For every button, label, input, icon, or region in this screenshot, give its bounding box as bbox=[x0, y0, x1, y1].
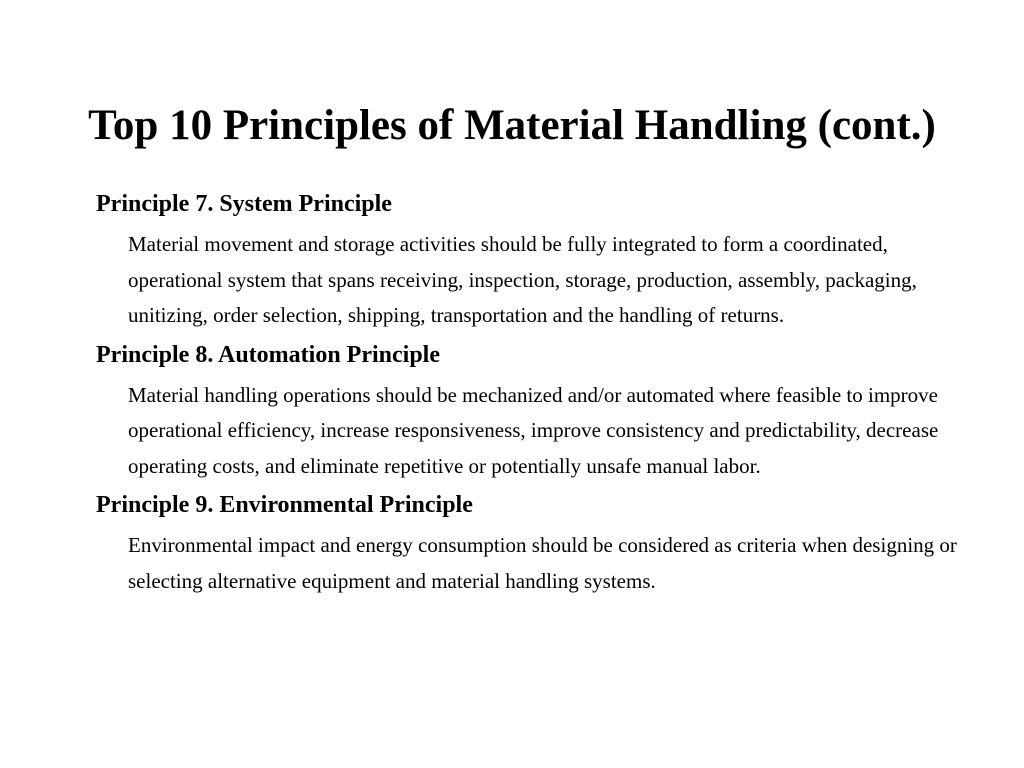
slide-title: Top 10 Principles of Material Handling (cont.) bbox=[88, 102, 936, 149]
principle-7-heading: Principle 7. System Principle bbox=[96, 191, 392, 217]
principle-7 bbox=[96, 186, 976, 334]
principle-9 bbox=[96, 487, 976, 599]
slide-content bbox=[96, 186, 976, 602]
principle-7-body: Material movement and storage activities should be fully integrated to form a coordinated, operational system that spans receiving, inspection, storage, production, assembly, packaging, unitizing, order selection, shipping, transportation and the handling of returns. bbox=[128, 232, 917, 327]
principle-8-body: Material handling operations should be mechanized and/or automated where feasible to improve operational efficiency, increase responsiveness, improve consistency and predictability, decrease operating costs, and eliminate repetitive or potentially unsafe manual labor. bbox=[128, 382, 939, 478]
principle-9-heading: Principle 9. Environmental Principle bbox=[96, 492, 473, 518]
principle-8 bbox=[96, 337, 976, 485]
principle-9-body: Environmental impact and energy consumption should be considered as criteria when designing or selecting alternative equipment and material handling systems. bbox=[128, 533, 957, 593]
principle-8-heading: Principle 8. Automation Principle bbox=[96, 341, 440, 368]
